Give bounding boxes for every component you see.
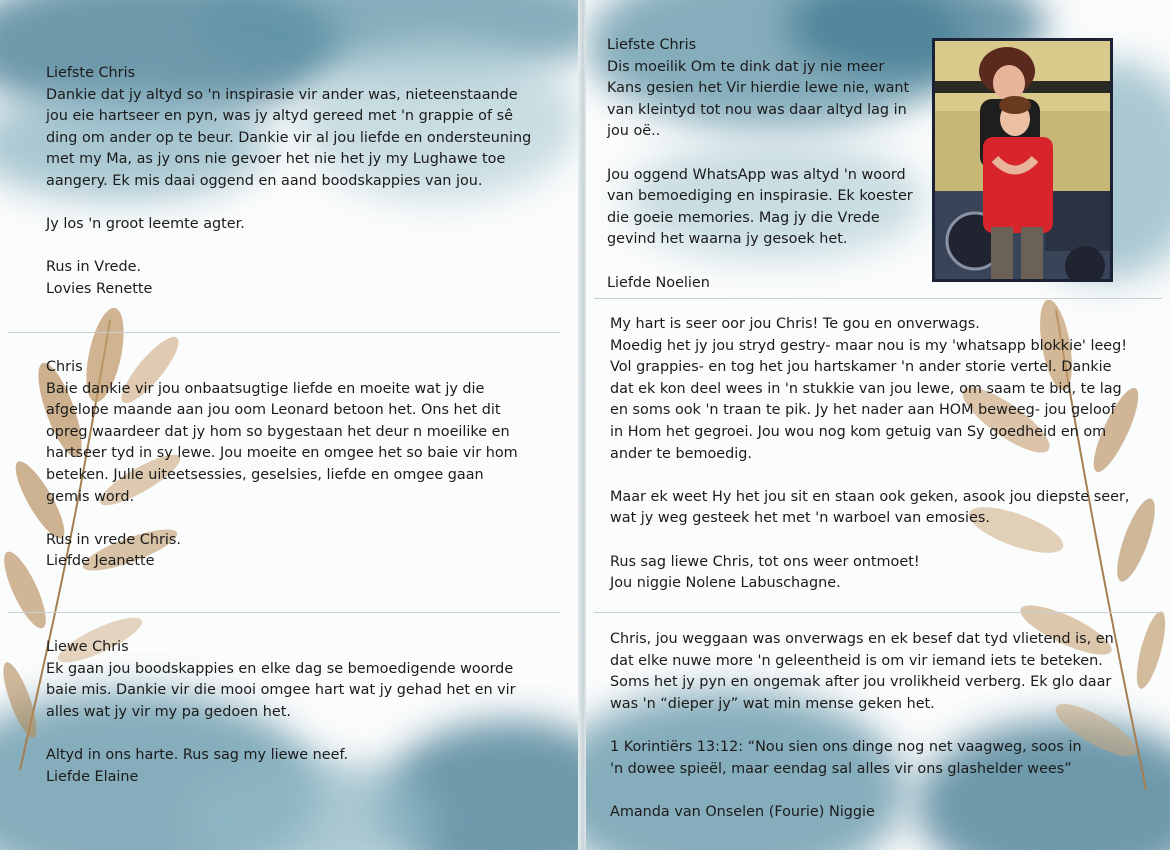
- paragraph-gap: [610, 715, 1160, 737]
- message-line: Maar ek weet Hy het jou sit en staan ook geken, asook jou diepste seer,: [610, 488, 1130, 505]
- message-line: die goeie memories. Mag jy die Vrede: [607, 209, 880, 226]
- message-line: Vol grappies- en tog het jou hartskamer 'n ander storie vertel. Dankie: [610, 359, 1112, 376]
- message-jeanette: [46, 357, 546, 573]
- message-line: Baie dankie vir jou onbaatsugtige liefde en moeite wat jy die: [46, 380, 485, 397]
- message-line: Chris: [46, 359, 83, 375]
- message-line: aangery. Ek mis daai oggend en aand boodskappies van jou.: [46, 172, 483, 189]
- message-line: jou oë..: [607, 123, 661, 140]
- message-line: Rus in vrede Chris.: [46, 531, 181, 548]
- paragraph-gap: [610, 530, 1160, 552]
- paragraph-gap: [610, 465, 1160, 487]
- message-line: gevind het waarna jy gesoek het.: [607, 231, 848, 248]
- divider: [8, 332, 560, 333]
- paragraph-gap: [46, 508, 546, 530]
- message-noelien: [607, 35, 927, 294]
- message-line: ander te bemoedig.: [610, 445, 752, 462]
- message-line: Jy los 'n groot leemte agter.: [46, 216, 245, 233]
- message-line: My hart is seer oor jou Chris! Te gou en onverwags.: [610, 316, 980, 332]
- message-line: van kleintyd tot nou was daar altyd lag in: [607, 101, 907, 118]
- message-line: Jou niggie Nolene Labuschagne.: [610, 575, 841, 592]
- message-line: Liefste Chris: [46, 65, 136, 81]
- left-page: [0, 0, 580, 850]
- message-line: Soms het jy pyn en ongemak after jou vrolikheid verberg. Ek glo daar: [610, 674, 1112, 691]
- message-line: 1 Korintiërs 13:12: “Nou sien ons dinge nog net vaagweg, soos in: [610, 738, 1082, 755]
- message-line: Liefde Elaine: [46, 768, 139, 785]
- message-line: dat elke nuwe more 'n geleentheid is om vir iemand iets te beteken.: [610, 652, 1103, 669]
- message-line: wat jy weg gesteek het met 'n warboel van emosies.: [610, 510, 990, 527]
- message-line: dat ek kon deel wees in 'n stukkie van jou lewe, om saam te bid, te lag: [610, 380, 1122, 397]
- message-line: opreg waardeer dat jy hom so bygestaan het deur n moeilike en: [46, 423, 510, 440]
- message-line: Amanda van Onselen (Fourie) Niggie: [610, 803, 875, 820]
- paragraph-gap: [46, 236, 546, 258]
- divider: [8, 612, 560, 613]
- right-page: [586, 0, 1170, 850]
- message-line: in Hom het gegroei. Jou wou nog kom getuig van Sy goedheid en om: [610, 423, 1107, 440]
- message-line: Lovies Renette: [46, 280, 153, 297]
- message-line: van bemoediging en inspirasie. Ek koester: [607, 188, 913, 205]
- message-line: was 'n “dieper jy” wat min mense geken het.: [610, 695, 935, 712]
- message-line: beteken. Julle uiteetsessies, geselsies, liefde en omgee gaan: [46, 466, 484, 483]
- paragraph-gap: [607, 143, 927, 165]
- message-renette: [46, 63, 546, 301]
- message-line: ding om ander op te beur. Dankie vir al jou liefde en ondersteuning: [46, 129, 532, 146]
- message-line: Ek gaan jou boodskappies en elke dag se bemoedigende woorde: [46, 660, 514, 677]
- message-elaine: [46, 637, 546, 788]
- message-line: alles wat jy vir my pa gedoen het.: [46, 703, 291, 720]
- message-amanda: [610, 629, 1160, 823]
- message-line: Liefste Chris: [607, 37, 697, 53]
- message-line: Rus in Vrede.: [46, 259, 142, 276]
- message-line: en soms ook 'n traan te pik. Jy het nader aan HOM beweeg- jou geloof: [610, 402, 1116, 419]
- paragraph-gap: [607, 251, 927, 273]
- message-line: Altyd in ons harte. Rus sag my liewe neef.: [46, 746, 349, 763]
- paragraph-gap: [46, 193, 546, 215]
- message-line: jou eie hartseer en pyn, was jy altyd gereed met 'n grappie of sê: [46, 108, 513, 125]
- message-line: Liefde Jeanette: [46, 553, 155, 570]
- message-line: Rus sag liewe Chris, tot ons weer ontmoet!: [610, 553, 920, 570]
- message-line: baie mis. Dankie vir die mooi omgee hart wat jy gehad het en vir: [46, 682, 516, 699]
- photo-mother-and-son: [935, 41, 1110, 279]
- message-line: met my Ma, as jy ons nie gevoer het nie het jy my Lughawe toe: [46, 151, 506, 168]
- message-line: Moedig het jy jou stryd gestry- maar nou is my 'whatsapp blokkie' leeg!: [610, 337, 1128, 354]
- memorial-photo: [932, 38, 1113, 282]
- message-line: Jou oggend WhatsApp was altyd 'n woord: [607, 166, 906, 183]
- message-line: Kans gesien het Vir hierdie lewe nie, want: [607, 80, 910, 97]
- message-nolene: [610, 314, 1160, 595]
- message-line: gemis word.: [46, 488, 135, 505]
- divider: [594, 612, 1162, 613]
- divider: [594, 298, 1162, 299]
- message-line: Dankie dat jy altyd so 'n inspirasie vir ander was, nieteenstaande: [46, 86, 518, 103]
- message-line: 'n dowee spieël, maar eendag sal alles vir ons glashelder wees”: [610, 760, 1072, 777]
- message-line: Dis moeilik Om te dink dat jy nie meer: [607, 58, 885, 75]
- message-line: Liewe Chris: [46, 639, 129, 655]
- message-line: afgelope maande aan jou oom Leonard betoon het. Ons het dit: [46, 402, 501, 419]
- paragraph-gap: [46, 723, 546, 745]
- message-line: Chris, jou weggaan was onverwags en ek besef dat tyd vlietend is, en: [610, 631, 1114, 647]
- paragraph-gap: [610, 780, 1160, 802]
- message-line: Liefde Noelien: [607, 274, 710, 291]
- message-line: hartseer tyd in sy lewe. Jou moeite en omgee het so baie vir hom: [46, 445, 518, 462]
